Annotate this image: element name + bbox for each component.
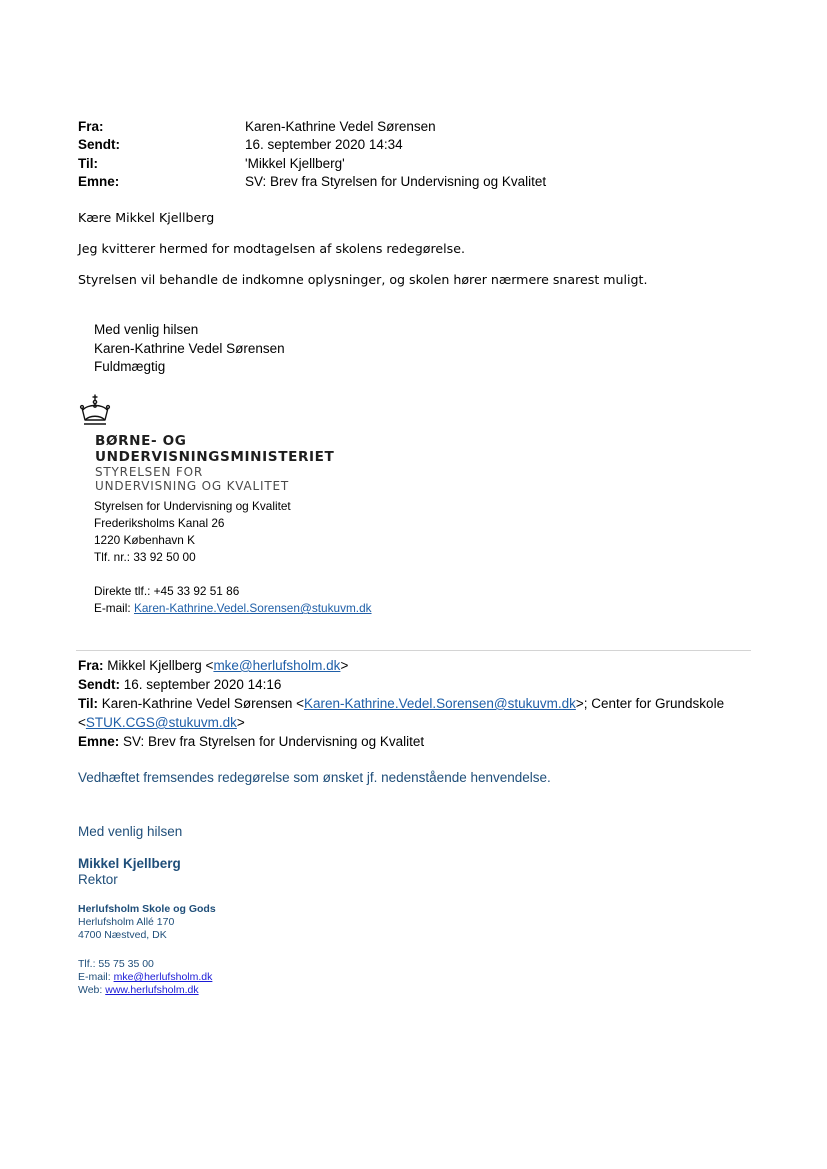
fwd-cc-open: < xyxy=(78,715,86,730)
crown-icon xyxy=(78,393,112,427)
agency-logo-text xyxy=(95,466,289,493)
signature-name: Karen-Kathrine Vedel Sørensen xyxy=(94,340,285,356)
fwd-email-link[interactable]: mke@herlufsholm.dk xyxy=(113,971,213,983)
header-values xyxy=(245,118,546,191)
fwd-cc-email-link[interactable]: STUK.CGS@stukuvm.dk xyxy=(85,715,237,730)
signature-text xyxy=(94,321,285,377)
signature-title: Fuldmægtig xyxy=(94,359,166,375)
divider xyxy=(76,650,751,651)
signature-address xyxy=(94,498,291,566)
signature-direct: Direkte tlf.: +45 33 92 51 86 xyxy=(94,584,240,598)
fwd-closing: Med venlig hilsen xyxy=(78,824,183,839)
header-labels xyxy=(78,118,120,191)
sent-value: 16. september 2020 14:34 xyxy=(245,137,403,153)
fwd-sent-value: 16. september 2020 14:16 xyxy=(120,677,282,692)
fwd-sent-label: Sendt: xyxy=(78,677,120,692)
fwd-contact xyxy=(78,958,212,997)
greeting: Kære Mikkel Kjellberg xyxy=(78,210,215,225)
fwd-address xyxy=(78,903,216,942)
body-paragraph-2: Styrelsen vil behandle de indkomne oplysninger, og skolen hører nærmere snarest muligt. xyxy=(78,272,648,287)
fwd-subject-value: SV: Brev fra Styrelsen for Undervisning og Kvalitet xyxy=(119,734,425,749)
fwd-city: 4700 Næstved, DK xyxy=(78,929,167,941)
fwd-phone: Tlf.: 55 75 35 00 xyxy=(78,958,154,970)
subject-label: Emne: xyxy=(78,173,120,189)
fwd-web-label: Web: xyxy=(78,984,106,996)
fwd-street: Herlufsholm Allé 170 xyxy=(78,916,175,928)
logo-line-3: STYRELSEN FOR xyxy=(95,465,203,479)
fwd-email-label: E-mail: xyxy=(78,971,114,983)
signature-phone: Tlf. nr.: 33 92 50 00 xyxy=(94,550,196,564)
fwd-body: Vedhæftet fremsendes redegørelse som ønsket jf. nedenstående henvendelse. xyxy=(78,770,551,785)
fwd-name: Mikkel Kjellberg xyxy=(78,856,181,871)
logo-line-1: BØRNE- OG xyxy=(95,433,187,449)
logo-line-2: UNDERVISNINGSMINISTERIET xyxy=(95,448,335,465)
fwd-title: Rektor xyxy=(78,872,118,887)
to-value: 'Mikkel Kjellberg' xyxy=(245,155,345,171)
fwd-org: Herlufsholm Skole og Gods xyxy=(78,903,216,915)
fwd-to-name: Karen-Kathrine Vedel Sørensen < xyxy=(98,696,305,711)
fwd-cc-close: > xyxy=(236,715,245,730)
fwd-to-rest: >; Center for Grundskole xyxy=(575,696,725,711)
fwd-from-email-link[interactable]: mke@herlufsholm.dk xyxy=(213,658,341,673)
fwd-from-name: Mikkel Kjellberg < xyxy=(103,658,214,673)
to-label: Til: xyxy=(78,155,98,171)
fwd-web-link[interactable]: www.herlufsholm.dk xyxy=(105,984,199,996)
fwd-from-label: Fra: xyxy=(78,658,104,673)
signature-email-link[interactable]: Karen-Kathrine.Vedel.Sorensen@stukuvm.dk xyxy=(133,601,372,615)
signature-city: 1220 København K xyxy=(94,533,196,547)
subject-value: SV: Brev fra Styrelsen for Undervisning og Kvalitet xyxy=(245,173,547,189)
fwd-to-email-link[interactable]: Karen-Kathrine.Vedel.Sorensen@stukuvm.dk xyxy=(304,696,576,711)
from-label: Fra: xyxy=(78,119,104,134)
signature-org: Styrelsen for Undervisning og Kvalitet xyxy=(94,499,291,513)
from-value: Karen-Kathrine Vedel Sørensen xyxy=(245,119,436,134)
signature-street: Frederiksholms Kanal 26 xyxy=(94,516,225,530)
sent-label: Sendt: xyxy=(78,137,120,153)
fwd-from-close: > xyxy=(340,658,349,673)
fwd-subject-label: Emne: xyxy=(78,734,120,749)
forwarded-header xyxy=(78,656,724,751)
signature-closing: Med venlig hilsen xyxy=(94,322,199,337)
signature-email-label: E-mail: xyxy=(94,601,134,615)
fwd-to-label: Til: xyxy=(78,696,98,711)
body-paragraph-1: Jeg kvitterer hermed for modtagelsen af skolens redegørelse. xyxy=(78,241,465,256)
ministry-logo-text xyxy=(95,434,334,465)
logo-line-4: UNDERVISNING OG KVALITET xyxy=(95,478,289,493)
signature-contact xyxy=(94,583,372,617)
